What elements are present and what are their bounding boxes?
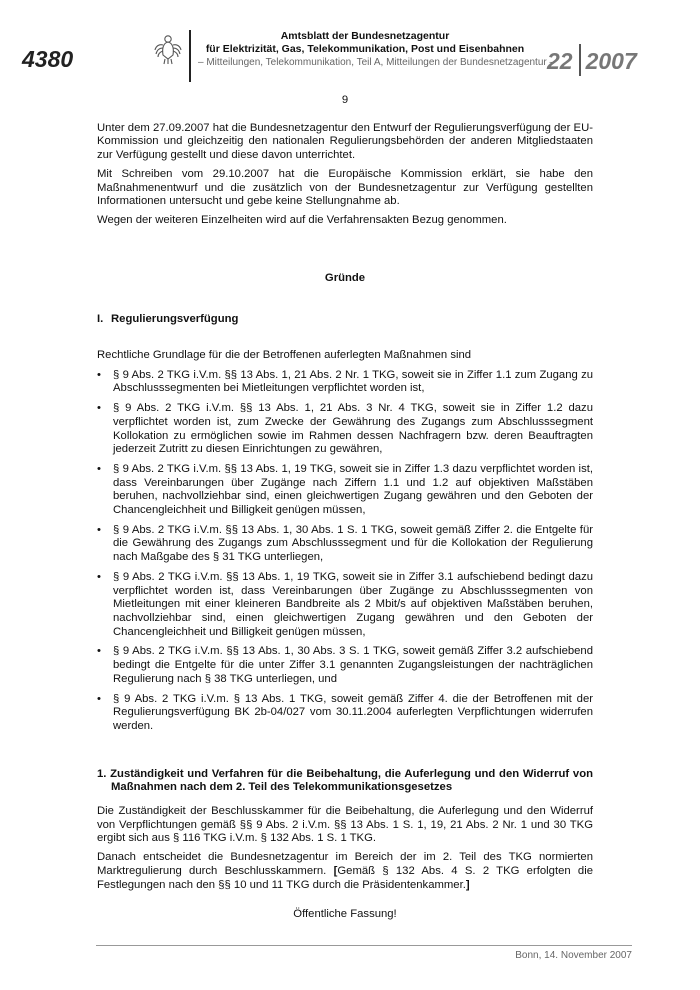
- issue-label: [547, 44, 637, 76]
- heading-regulation-number: I.: [97, 313, 104, 326]
- bullet-icon: •: [97, 402, 101, 415]
- legal-basis-list: [97, 369, 593, 734]
- list-item-text: § 9 Abs. 2 TKG i.V.m. §§ 13 Abs. 1, 21 Abs. 3 Nr. 4 TKG, soweit sie in Ziffer 1.2 dazu verpflichtet worden ist, zum Zwecke der Gewährung des Zugangs zum Abschlusssegment Kollokation zu ermöglichen sowie im Rahmen dessen Nachfragern bzw. deren Beauftragten jederzeit Zutritt zu diesen Einrichtungen zu gewähren,: [113, 402, 593, 456]
- list-item: [97, 402, 593, 457]
- list-item: [97, 463, 593, 518]
- competence-paragraph: Die Zuständigkeit der Beschlusskammer für die Beibehaltung, die Auferlegung und den Widerruf von Verpflichtungen gemäß §§ 9 Abs. 2 i.V.m. §§ 13 Abs. 1 S. 1, 19, 21 Abs. 2 Nr. 1 und 30 TKG ergibt sich aus § 116 TKG i.V.m. § 132 Abs. 1 S. 1 TKG.: [97, 805, 593, 845]
- intro-paragraph-2: Mit Schreiben vom 29.10.2007 hat die Europäische Kommission erklärt, sie habe den Maßnahmenentwurf und die zusätzlich von der Bundesnetzagentur zur Verfügung gestellten Informationen untersucht und gebe keine Stellungnahme ab.: [97, 167, 593, 208]
- list-item: [97, 524, 593, 565]
- bullet-icon: •: [97, 645, 101, 658]
- intro-paragraph-1: Unter dem 27.09.2007 hat die Bundesnetzagentur den Entwurf der Regulierungsverfügung der EU-Kommission und gleichzeitig den nationalen Regulierungsbehörden der anderen Mitgliedstaaten zur Verfügung gestellt und diese davon unterrichtet.: [97, 121, 593, 162]
- journal-page-number: 4380: [22, 46, 74, 72]
- issue-number: 22: [547, 48, 573, 74]
- list-item: [97, 645, 593, 686]
- issue-divider: [579, 44, 581, 76]
- heading-regulation: [97, 313, 593, 327]
- list-item: [97, 693, 593, 734]
- document-body: [97, 90, 593, 922]
- document-page-number: 9: [341, 94, 349, 106]
- list-item-text: § 9 Abs. 2 TKG i.V.m. § 13 Abs. 1 TKG, soweit gemäß Ziffer 4. die der Betroffenen mit der Regulierungsverfügung BK 2b-04/027 vom 30.11.2004 auferlegten Verpflichtungen widerrufen werden.: [113, 692, 593, 732]
- heading-competence: 1. Zuständigkeit und Verfahren für die Beibehaltung, die Auferlegung und den Widerruf von Maßnahmen nach dem 2. Teil des Telekommunikationsgesetzes: [97, 767, 593, 794]
- header-divider: [189, 30, 191, 82]
- section-title: Gründe: [324, 271, 366, 284]
- footer-divider: [96, 945, 632, 946]
- decision-text: Danach entscheidet die Bundesnetzagentur im Bereich der im 2. Teil des TKG normierten Marktregulierung durch Beschlusskammern.: [97, 851, 593, 877]
- bullet-icon: •: [97, 368, 101, 381]
- journal-title: [200, 30, 530, 56]
- decision-bracket-text: Gemäß § 132 Abs. 4 S. 2 TKG erfolgten die Festlegungen nach den §§ 10 und 11 TKG durch die Präsidentenkammer.: [97, 864, 594, 891]
- list-item-text: § 9 Abs. 2 TKG i.V.m. §§ 13 Abs. 1, 19 TKG, soweit sie in Ziffer 3.1 aufschiebend bedingt dazu verpflichtet worden ist, dass Vereinbarungen über Zugänge zu Abschlusssegmenten von Mietleitungen mit einer kleineren Bandbreite als 2 Mbit/s auf objektiven Maßstäben beruhen, nachvollziehbar sind, einen gleichwertigen Zugang gewähren und den Geboten der Chancengleichheit und Billigkeit genügen müssen,: [113, 570, 593, 638]
- bullet-icon: •: [97, 570, 101, 583]
- list-item: [97, 571, 593, 640]
- footer-date: Bonn, 14. November 2007: [515, 950, 632, 961]
- bracket-close: ]: [465, 878, 470, 891]
- list-item-text: § 9 Abs. 2 TKG i.V.m. §§ 13 Abs. 1, 30 Abs. 3 S. 1 TKG, soweit gemäß Ziffer 3.2 aufschiebend bedingt die Entgelte für die unter Ziffer 3.1 genannten Zugangsleistungen der nachträglichen Regulierung nach § 38 TKG unterliegen, und: [113, 645, 593, 685]
- bullet-icon: •: [97, 462, 101, 475]
- bullet-icon: •: [97, 692, 101, 705]
- journal-subtitle: – Mitteilungen, Telekommunikation, Teil A, Mitteilungen der Bundesnetzagentur –: [198, 57, 556, 68]
- intro-paragraph-3: Wegen der weiteren Einzelheiten wird auf die Verfahrensakten Bezug genommen.: [97, 213, 507, 226]
- list-item-text: § 9 Abs. 2 TKG i.V.m. §§ 13 Abs. 1, 19 TKG, soweit sie in Ziffer 1.3 dazu verpflichtet worden ist, dass Vereinbarungen über Zugänge nach Ziffern 1.1 und 1.2 auf objektiven Maßstäben beruhen, nachvollziehbar sind, einen gleichwertigen Zugang gewähren und den Geboten der Chancengleichheit und Billigkeit genügen müssen,: [113, 462, 593, 517]
- decision-paragraph: [97, 851, 593, 892]
- public-version-notice: Öffentliche Fassung!: [293, 908, 397, 921]
- list-item-text: § 9 Abs. 2 TKG i.V.m. §§ 13 Abs. 1, 30 Abs. 1 S. 1 TKG, soweit gemäß Ziffer 2. die Entgelte für die Gewährung des Zugangs zum Abschlusssegment und für die Kollokation der Regulierung nach Maßgabe des § 31 TKG unterliegen,: [113, 523, 593, 564]
- journal-title-line1: Amtsblatt der Bundesnetzagentur: [280, 30, 450, 42]
- legal-basis-intro: Rechtliche Grundlage für die der Betroffenen auferlegten Maßnahmen sind: [97, 349, 472, 362]
- list-item-text: § 9 Abs. 2 TKG i.V.m. §§ 13 Abs. 1, 21 Abs. 2 Nr. 1 TKG, soweit sie in Ziffer 1.1 zum Zugang zu Abschlusssegmenten bei Mietleitungen verpflichtet worden ist,: [113, 368, 593, 395]
- federal-eagle-icon: [153, 32, 183, 66]
- journal-title-line2: für Elektrizität, Gas, Telekommunikation, Post und Eisenbahnen: [205, 43, 525, 55]
- bullet-icon: •: [97, 523, 101, 536]
- heading-regulation-text: Regulierungsverfügung: [111, 313, 239, 326]
- issue-year: 2007: [585, 48, 637, 74]
- bracket-open: [: [333, 864, 338, 877]
- list-item: [97, 369, 593, 396]
